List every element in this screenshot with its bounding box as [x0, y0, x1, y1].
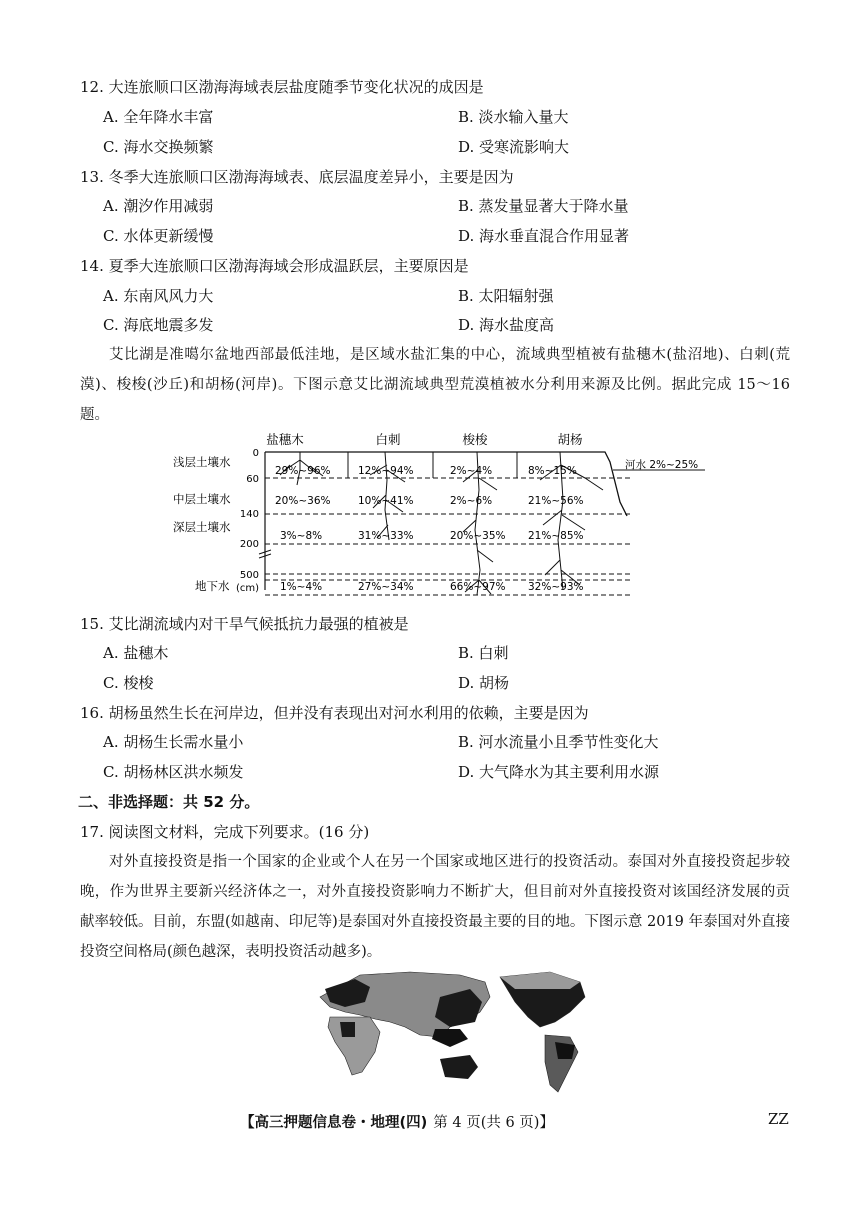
value-deep-2: 31%~33% — [358, 530, 414, 542]
value-shallow-2: 12%~94% — [358, 465, 414, 477]
value-shallow-3: 2%~4% — [450, 465, 493, 477]
q15-option-b: B. 白刺 — [458, 644, 509, 662]
q14-stem: 14. 夏季大连旅顺口区渤海海域会形成温跃层，主要原因是 — [80, 257, 469, 275]
section-heading: 二、非选择题：共 52 分。 — [78, 793, 260, 811]
plant-label-2: 白刺 — [375, 432, 401, 447]
value-ground-4: 32%~93% — [528, 581, 584, 593]
value-ground-2: 27%~34% — [358, 581, 414, 593]
value-deep-1: 3%~8% — [280, 530, 323, 542]
plant-label-1: 盐穗木 — [266, 432, 304, 447]
q13-option-a: A. 潮汐作用减弱 — [103, 197, 214, 215]
q15-option-d: D. 胡杨 — [458, 674, 510, 692]
value-deep-3: 20%~35% — [450, 530, 506, 542]
page-footer — [240, 1111, 554, 1132]
value-middle-4: 21%~56% — [528, 495, 584, 507]
map-brazil — [555, 1042, 575, 1059]
q14-option-c: C. 海底地震多发 — [103, 316, 214, 334]
q12-option-b: B. 淡水输入量大 — [458, 108, 569, 126]
depth-tick-60: 60 — [246, 474, 259, 485]
q13-stem: 13. 冬季大连旅顺口区渤海海域表、底层温度差异小，主要是因为 — [80, 168, 514, 186]
value-middle-1: 20%~36% — [275, 495, 331, 507]
value-middle-3: 2%~6% — [450, 495, 493, 507]
footer-page: 第 4 页(共 6 页)】 — [433, 1115, 554, 1131]
value-shallow-4: 8%~15% — [528, 465, 577, 477]
passage-17 — [80, 847, 790, 967]
q15-stem: 15. 艾比湖流域内对干旱气候抵抗力最强的植被是 — [80, 615, 409, 633]
q13-option-c: C. 水体更新缓慢 — [103, 227, 214, 245]
passage-15-16-text: 艾比湖是准噶尔盆地西部最低洼地，是区域水盐汇集的中心，流域典型植被有盐穗木(盐沼地)、白刺(荒漠)、梭梭(沙丘)和胡杨(河岸)。下图示意艾比湖流域典型荒漠植被水分利用来源及比例。据此完成 15～16 题。 — [80, 347, 790, 423]
q12-option-c: C. 海水交换频繁 — [103, 138, 214, 156]
q14-option-a: A. 东南风风力大 — [103, 287, 214, 305]
q12-option-a: A. 全年降水丰富 — [103, 108, 214, 126]
value-river: 河水 2%~25% — [625, 459, 699, 471]
water-source-diagram — [165, 430, 710, 602]
value-deep-4: 21%~85% — [528, 530, 584, 542]
plant-label-3: 梭梭 — [462, 432, 488, 447]
passage-15-16 — [80, 340, 790, 430]
value-ground-1: 1%~4% — [280, 581, 323, 593]
plant-label-4: 胡杨 — [557, 432, 583, 447]
q16-option-a: A. 胡杨生长需水量小 — [103, 733, 244, 751]
depth-tick-200: 200 — [239, 539, 259, 550]
depth-unit: (cm) — [235, 583, 259, 594]
world-investment-map — [300, 967, 600, 1097]
layer-label-ground: 地下水 — [195, 579, 230, 593]
q14-option-d: D. 海水盐度高 — [458, 316, 555, 334]
q12-option-d: D. 受寒流影响大 — [458, 138, 570, 156]
q12-stem: 12. 大连旅顺口区渤海海域表层盐度随季节变化状况的成因是 — [80, 78, 484, 96]
q13-option-d: D. 海水垂直混合作用显著 — [458, 227, 630, 245]
layer-label-deep: 深层土壤水 — [173, 520, 231, 534]
map-africa-dark — [340, 1022, 355, 1037]
q13-option-b: B. 蒸发量显著大于降水量 — [458, 197, 629, 215]
depth-tick-140: 140 — [239, 509, 259, 520]
q16-option-c: C. 胡杨林区洪水频发 — [103, 763, 244, 781]
depth-tick-500: 500 — [239, 570, 259, 581]
q16-stem: 16. 胡杨虽然生长在河岸边，但并没有表现出对河水利用的依赖，主要是因为 — [80, 704, 589, 722]
q16-option-b: B. 河水流量小且季节性变化大 — [458, 733, 659, 751]
value-middle-2: 10%~41% — [358, 495, 414, 507]
value-ground-3: 66%~97% — [450, 581, 506, 593]
passage-17-text: 对外直接投资是指一个国家的企业或个人在另一个国家或地区进行的投资活动。泰国对外直接投资起步较晚，作为世界主要新兴经济体之一，对外直接投资影响力不断扩大，但目前对外直接投资对该国经济发展的贡献率较低。目前，东盟(如越南、印尼等)是泰国对外直接投资最主要的目的地。下图示意 2019 年泰国对外直接投资空间格局(颜色越深，表明投资活动越多)。 — [80, 854, 790, 960]
q17-stem: 17. 阅读图文材料，完成下列要求。(16 分) — [80, 823, 370, 841]
q15-option-a: A. 盐穗木 — [103, 644, 169, 662]
depth-tick-0: 0 — [252, 448, 259, 459]
footer-code: ZZ — [768, 1110, 789, 1128]
q16-option-d: D. 大气降水为其主要利用水源 — [458, 763, 660, 781]
layer-label-middle: 中层土壤水 — [173, 492, 231, 506]
q14-option-b: B. 太阳辐射强 — [458, 287, 554, 305]
footer-title: 【高三押题信息卷・地理(四) — [240, 1115, 428, 1131]
layer-label-shallow: 浅层土壤水 — [173, 455, 231, 469]
value-shallow-1: 29%~96% — [275, 465, 331, 477]
q15-option-c: C. 梭梭 — [103, 674, 154, 692]
